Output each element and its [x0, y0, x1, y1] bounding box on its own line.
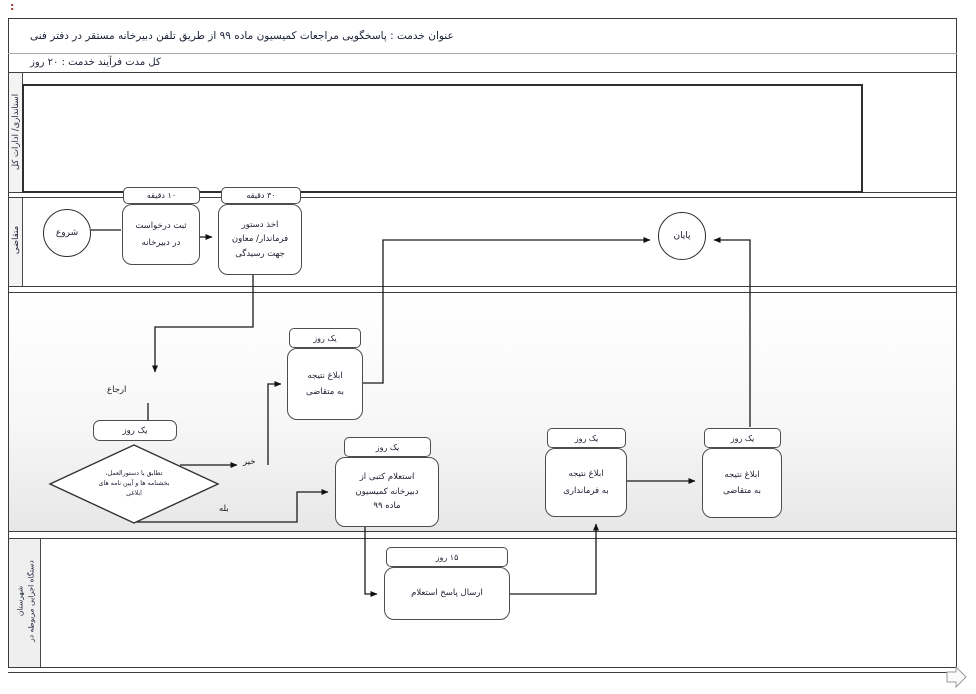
service-duration: کل مدت فرآیند خدمت : ۲۰ روز [30, 57, 161, 68]
decision-line2: بخشنامه ها و آیین نامه های [98, 479, 170, 487]
edge-reply-notifygov [510, 524, 596, 594]
notifygov-line1: ابلاغ نتیجه [568, 469, 604, 480]
corner-mark: : [10, 0, 15, 13]
edge-no-notify1 [268, 384, 281, 465]
reply-duration-tab: ۱۵ روز [386, 547, 508, 567]
inquiry-line1: استعلام کتبی از [359, 472, 415, 483]
order-line1: اخذ دستور [241, 219, 279, 230]
reply-line1: ارسال پاسخ استعلام [411, 588, 483, 599]
register-line1: ثبت درخواست [135, 221, 187, 232]
register-node [122, 204, 200, 265]
notify1-line2: به متقاضی [306, 387, 344, 397]
decision-line3: ابلاغی [126, 490, 142, 498]
lane-label-applicant: متقاضی [11, 225, 21, 255]
lane-label-governorate: استانداری/ ادارات کل [11, 93, 21, 171]
register-duration-tab: ۱۰ دقیقه [123, 187, 200, 204]
inquiry-duration-tab: یک روز [344, 437, 431, 457]
reply-node [384, 567, 510, 620]
notifygov-duration-tab: یک روز [547, 428, 626, 448]
service-title: عنوان خدمت : پاسخگویی مراجعات کمیسیون ماده ۹۹ از طریق تلفن دبیرخانه مستقر در دفتر فنی [30, 30, 454, 42]
notify1-node [287, 348, 363, 420]
notify2-node [702, 448, 782, 518]
lane-label-agency-line1: دستگاه اجرایی مربوطه در [26, 560, 36, 642]
notifygov-line2: به فرمانداری [563, 485, 609, 496]
start-node: شروع [43, 209, 91, 257]
order-line2: فرماندار/ معاون [231, 234, 289, 245]
edge-order-referral [155, 275, 253, 372]
yes-label: بله [219, 504, 229, 514]
decision-line1: تطابق با دستورالعمل، [105, 469, 163, 477]
notify1-line1: ابلاغ نتیجه [307, 370, 343, 381]
register-line2: در دبیرخانه [141, 237, 181, 248]
inquiry-node [335, 457, 439, 527]
edge-notify1-end [363, 240, 650, 383]
lane-label-agency-line2: شهرستان [15, 585, 25, 617]
page-corner-arrow-icon [947, 667, 966, 687]
notify2-line2: به متقاضی [723, 486, 761, 496]
order-node [218, 204, 302, 275]
decision-node [60, 461, 208, 507]
notify2-line1: ابلاغ نتیجه [724, 469, 760, 480]
order-duration-tab: ۳۰ دقیقه [221, 187, 301, 204]
referral-label: ارجاع [107, 385, 127, 395]
notifygov-node [545, 448, 627, 517]
notify1-duration-tab: یک روز [289, 328, 361, 348]
inquiry-line3: ماده ۹۹ [373, 501, 401, 512]
edge-inquiry-reply [365, 527, 377, 594]
order-line3: جهت رسیدگی [235, 248, 285, 259]
end-node: پایان [658, 212, 706, 260]
inquiry-line2: دبیرخانه کمیسیون [355, 486, 419, 497]
edge-notify2-end [714, 240, 750, 427]
no-label: خیر [243, 457, 256, 467]
notify2-duration-tab: یک روز [704, 428, 781, 448]
decision-duration-tab: یک روز [93, 420, 177, 441]
